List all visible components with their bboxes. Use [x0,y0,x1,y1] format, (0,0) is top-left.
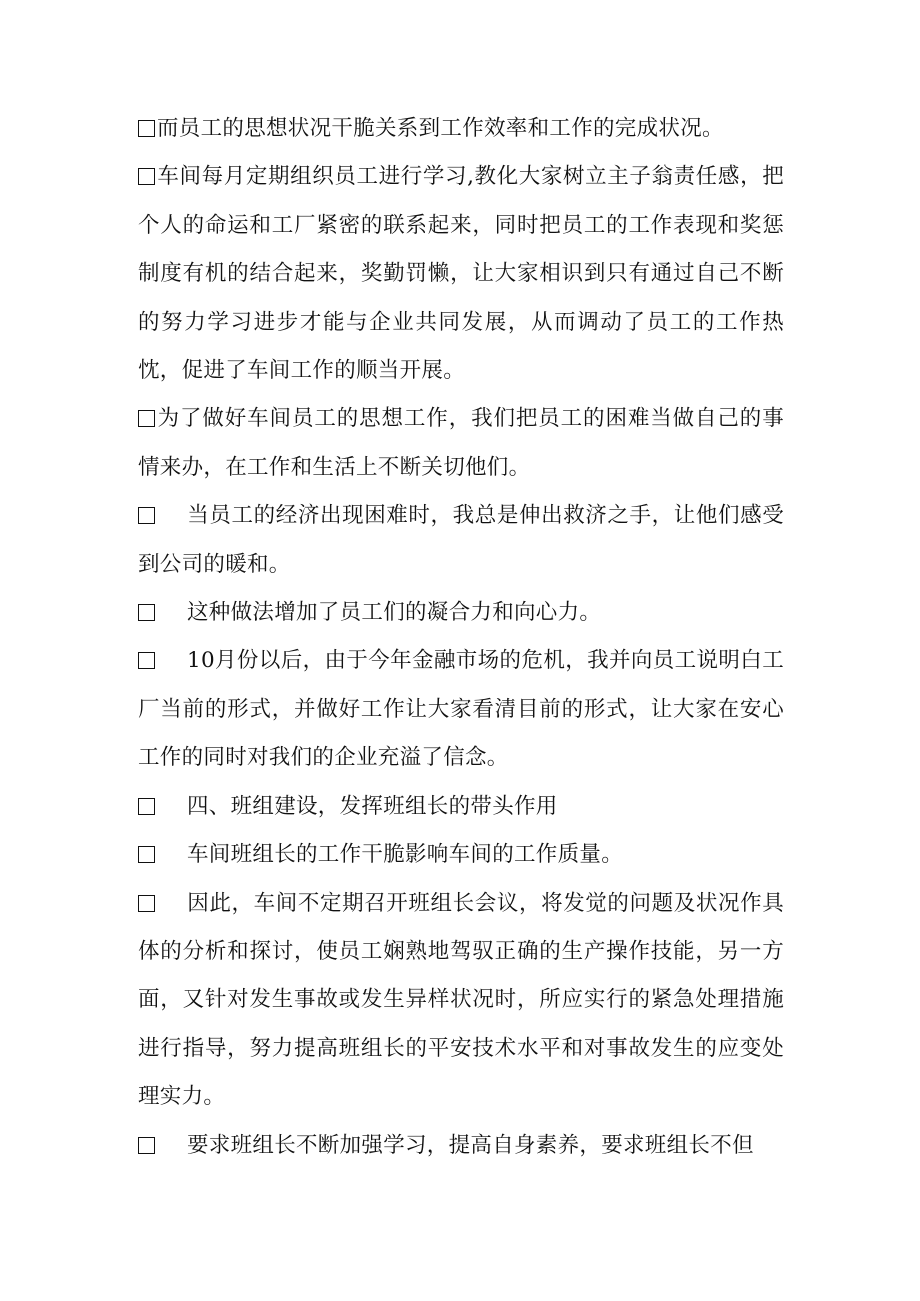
paragraph-text: 车间班组长的工作干脆影响车间的工作质量。 [187,842,624,868]
paragraph-text: 10月份以后，由于今年金融市场的危机，我并向员工说明白工厂当前的形式，并做好工作让大家看清目前的形式，让大家在安心工作的同时对我们的企业充溢了信念。 [138,648,784,771]
paragraph-6 [138,637,784,782]
paragraph-3 [138,395,784,492]
paragraph-4 [138,492,784,589]
checkbox-icon [138,798,155,815]
paragraph-5 [138,589,784,637]
checkbox-icon [138,846,155,863]
paragraph-9 [138,880,784,1122]
checkbox-icon [138,895,155,912]
paragraph-text: 这种做法增加了员工们的凝合力和向心力。 [187,600,602,626]
checkbox-icon [138,604,155,621]
paragraph-8 [138,831,784,879]
document-body [138,105,784,1170]
paragraph-2 [138,153,784,395]
checkbox-icon [138,1137,155,1154]
checkbox-icon [138,507,155,524]
paragraph-10 [138,1122,784,1170]
checkbox-icon [138,410,155,427]
checkbox-icon [138,168,155,185]
paragraph-text: 要求班组长不断加强学习，提高自身素养，要求班组长不但 [187,1132,754,1158]
paragraph-text: 当员工的经济出现困难时，我总是伸出救济之手，让他们感受到公司的暖和。 [138,503,784,577]
paragraph-text: 车间每月定期组织员工进行学习,教化大家树立主子翁责任感，把个人的命运和工厂紧密的联系起来，同时把员工的工作表现和奖惩制度有机的结合起来，奖勤罚懒，让大家相识到只有通过自己不断的努力学习进步才能与企业共同发展，从而调动了员工的工作热忱，促进了车间工作的顺当开展。 [138,164,784,384]
paragraph-text: 而员工的思想状况干脆关系到工作效率和工作的完成状况。 [157,116,724,141]
paragraph-1 [138,105,784,153]
paragraph-text: 因此，车间不定期召开班组长会议，将发觉的问题及状况作具体的分析和探讨，使员工娴熟地驾驭正确的生产操作技能，另一方面，又针对发生事故或发生异样状况时，所应实行的紧急处理措施进行指导，努力提高班组长的平安技术水平和对事故发生的应变处理实力。 [138,890,784,1110]
checkbox-icon [138,120,155,137]
paragraph-text: 为了做好车间员工的思想工作，我们把员工的困难当做自己的事情来办，在工作和生活上不断关切他们。 [138,406,784,480]
section-heading [138,783,784,831]
checkbox-icon [138,652,155,669]
paragraph-text: 四、班组建设，发挥班组长的带头作用 [187,793,558,819]
